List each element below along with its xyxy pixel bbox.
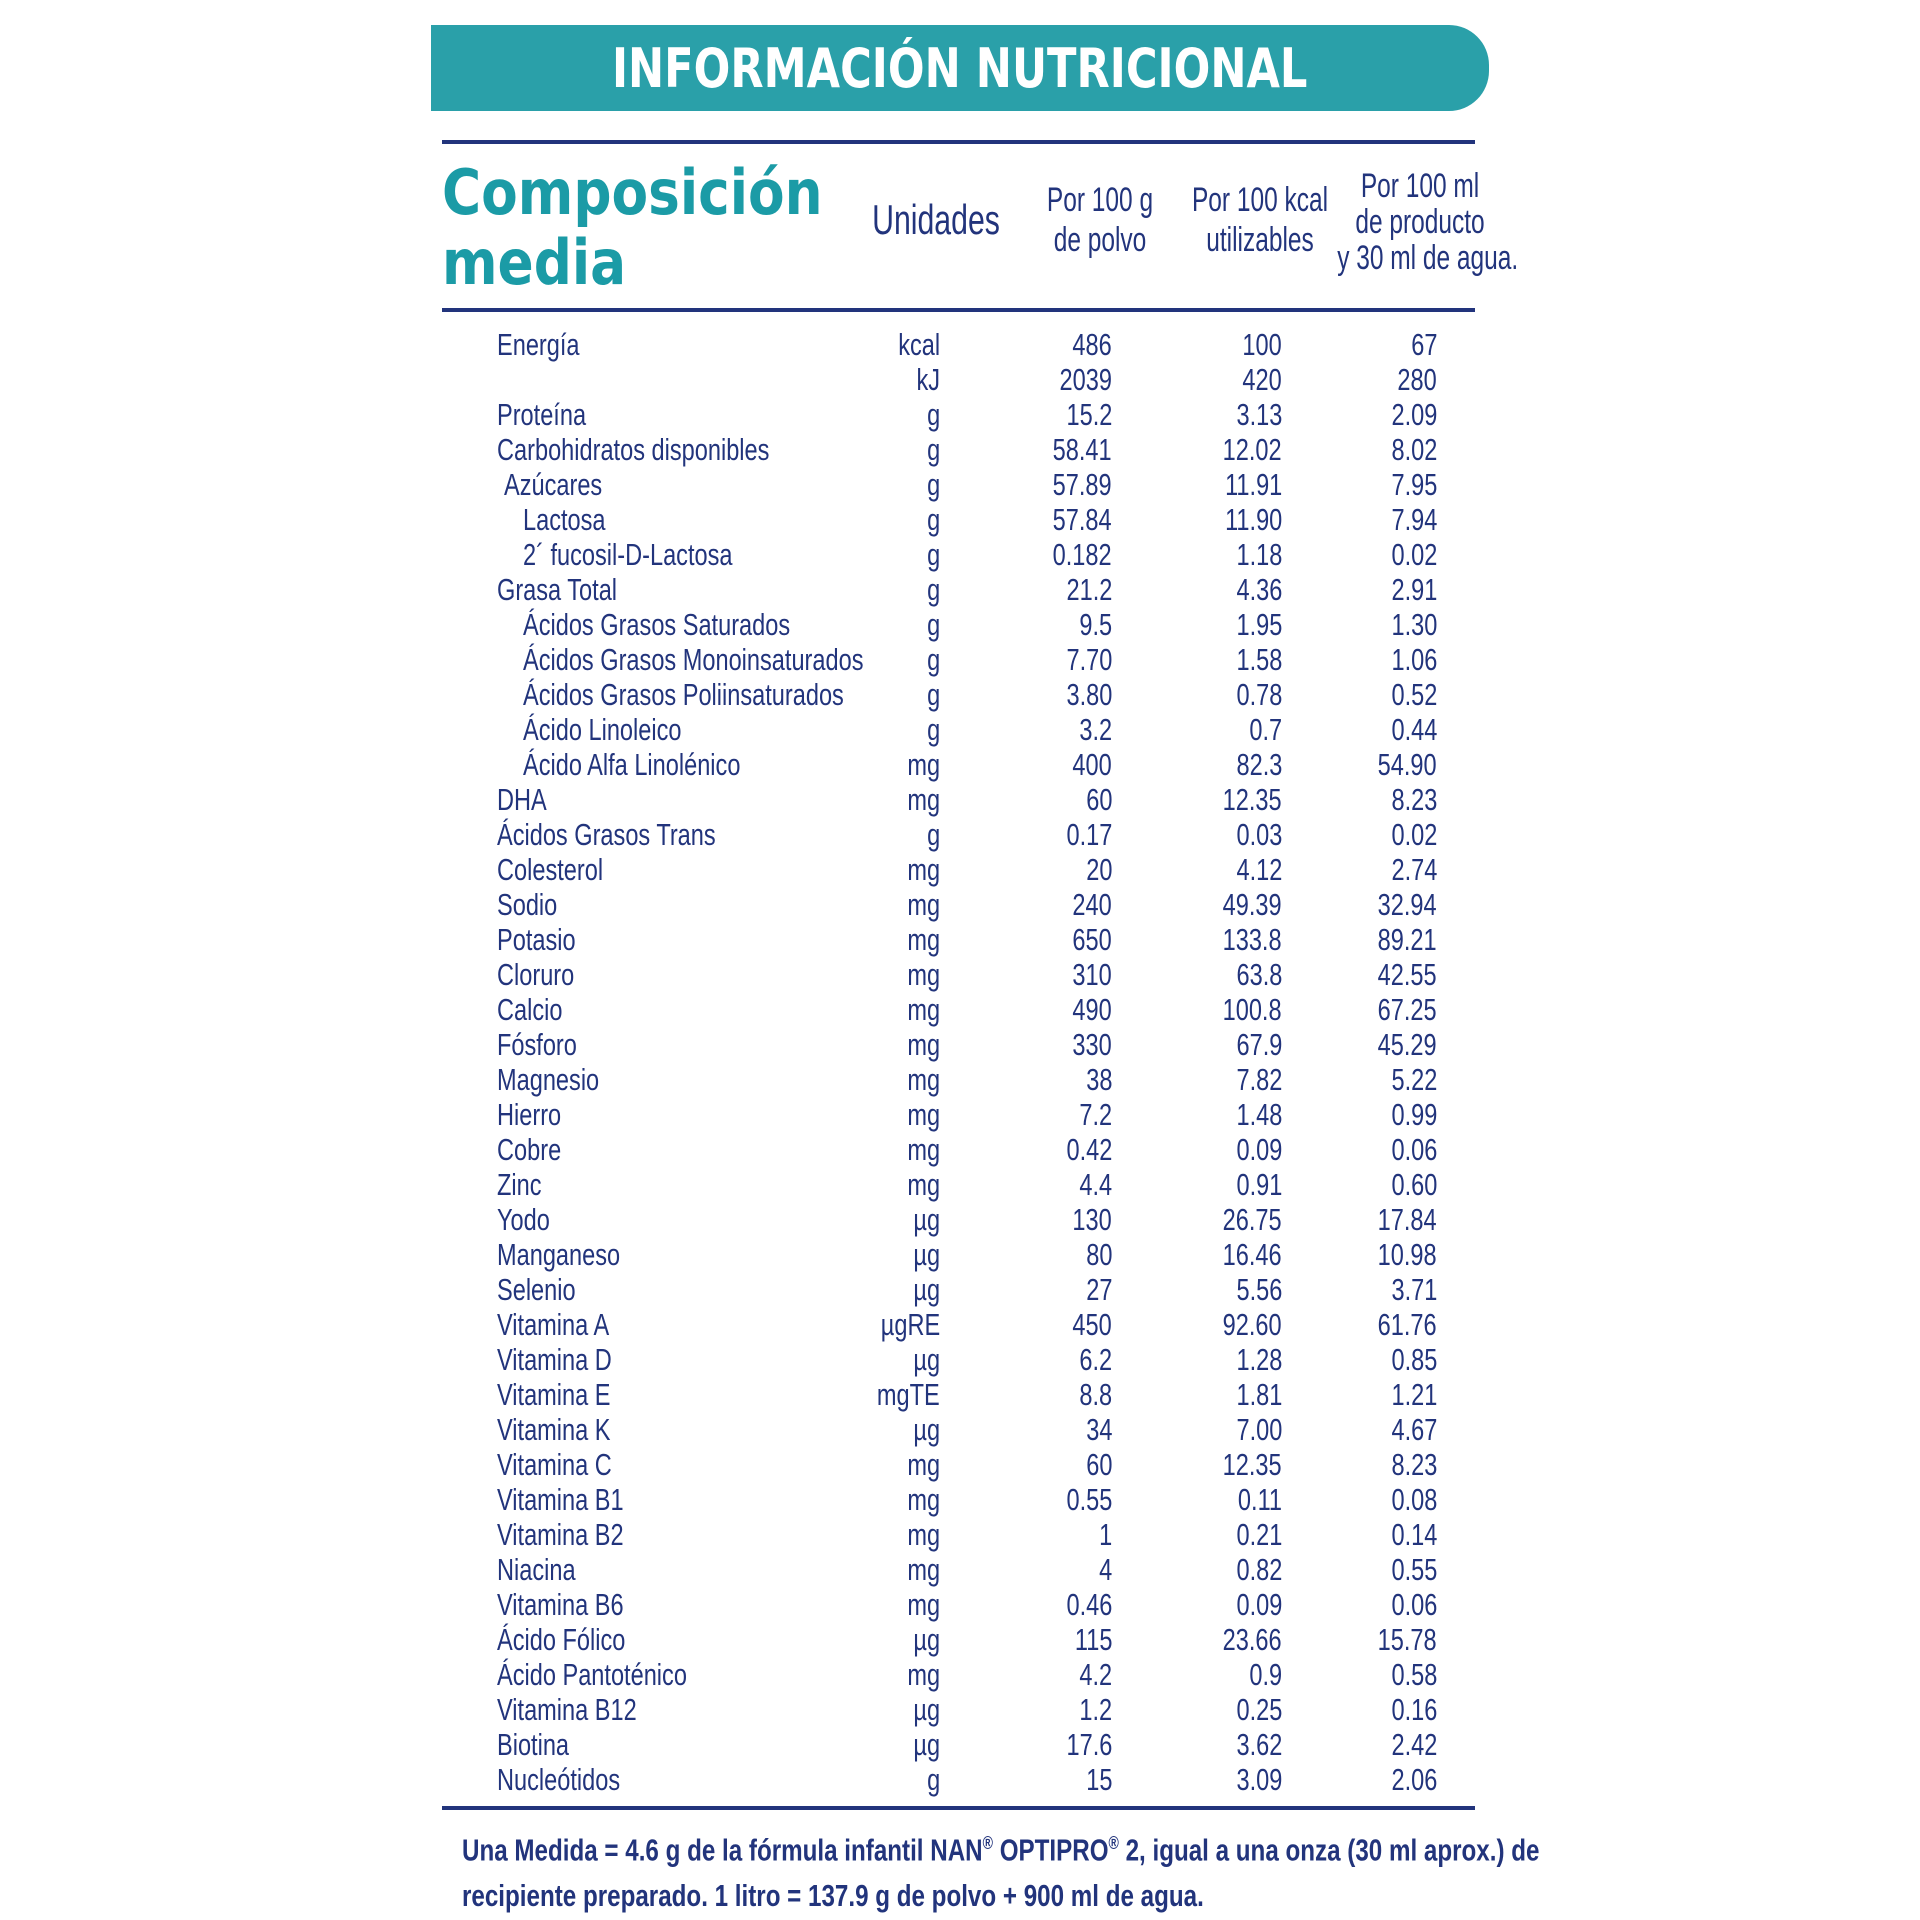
value-per-100kcal: 1.48 <box>1236 1097 1282 1132</box>
table-row <box>0 957 1920 992</box>
nutrient-name: Manganeso <box>497 1237 621 1272</box>
table-row <box>0 1342 1920 1377</box>
value-per-100ml: 2.42 <box>1391 1727 1437 1762</box>
value-per-100kcal: 16.46 <box>1223 1237 1282 1272</box>
value-per-100g: 650 <box>1072 922 1112 957</box>
table-row <box>0 782 1920 817</box>
value-per-100kcal: 12.35 <box>1223 782 1282 817</box>
value-per-100g: 4.2 <box>1079 1657 1112 1692</box>
unit-cell: mg <box>907 957 940 992</box>
unit-cell: µg <box>913 1272 940 1307</box>
value-per-100g: 3.2 <box>1079 712 1112 747</box>
value-per-100kcal: 4.36 <box>1236 572 1282 607</box>
value-per-100kcal: 23.66 <box>1223 1622 1282 1657</box>
value-per-100g: 0.46 <box>1066 1587 1112 1622</box>
table-row <box>0 1482 1920 1517</box>
unit-cell: mg <box>907 1482 940 1517</box>
nutrient-name: 2´ fucosil-D-Lactosa <box>523 537 733 572</box>
value-per-100ml: 0.99 <box>1391 1097 1437 1132</box>
value-per-100g: 1 <box>1098 1517 1112 1552</box>
value-per-100g: 4.4 <box>1079 1167 1112 1202</box>
footnote-text-part3: 2, igual a una onza (30 ml aprox.) de <box>1118 1832 1540 1868</box>
value-per-100ml: 2.74 <box>1391 852 1437 887</box>
value-per-100kcal: 100 <box>1242 327 1282 362</box>
value-per-100g: 80 <box>1085 1237 1112 1272</box>
table-row <box>0 1272 1920 1307</box>
nutrient-name: Ácidos Grasos Saturados <box>523 607 791 642</box>
value-per-100ml: 1.30 <box>1391 607 1437 642</box>
unit-cell: mg <box>907 1167 940 1202</box>
unit-cell: mg <box>907 992 940 1027</box>
value-per-100ml: 0.08 <box>1391 1482 1437 1517</box>
unit-cell: mg <box>907 1132 940 1167</box>
nutrient-name: Ácidos Grasos Trans <box>497 817 716 852</box>
nutrient-name: Vitamina C <box>497 1447 612 1482</box>
table-row <box>0 502 1920 537</box>
value-per-100ml: 42.55 <box>1378 957 1437 992</box>
value-per-100ml: 0.06 <box>1391 1132 1437 1167</box>
value-per-100kcal: 0.09 <box>1236 1132 1282 1167</box>
unit-cell: kJ <box>916 362 940 397</box>
value-per-100g: 4 <box>1098 1552 1112 1587</box>
value-per-100kcal: 1.81 <box>1236 1377 1282 1412</box>
nutrient-name: Vitamina D <box>497 1342 612 1377</box>
nutrient-name: Ácidos Grasos Poliinsaturados <box>523 677 844 712</box>
nutrient-name: Carbohidratos disponibles <box>497 432 770 467</box>
table-row <box>0 1202 1920 1237</box>
value-per-100kcal: 7.82 <box>1236 1062 1282 1097</box>
table-row <box>0 1657 1920 1692</box>
table-row <box>0 397 1920 432</box>
unit-cell: µg <box>913 1727 940 1762</box>
nutrient-name: Vitamina E <box>497 1377 611 1412</box>
column-header-per-100kcal <box>1188 180 1332 260</box>
value-per-100kcal: 3.09 <box>1236 1762 1282 1797</box>
table-row <box>0 1622 1920 1657</box>
value-per-100ml: 45.29 <box>1378 1027 1437 1062</box>
value-per-100kcal: 0.9 <box>1249 1657 1282 1692</box>
value-per-100kcal: 0.82 <box>1236 1552 1282 1587</box>
value-per-100g: 6.2 <box>1079 1342 1112 1377</box>
column-header-per-100ml <box>1337 167 1519 277</box>
footnote-text-part1: Una Medida = 4.6 g de la fórmula infantil NAN <box>462 1832 983 1868</box>
unit-cell: kcal <box>898 327 940 362</box>
value-per-100g: 15 <box>1085 1762 1112 1797</box>
value-per-100g: 0.17 <box>1066 817 1112 852</box>
unit-cell: mg <box>907 747 940 782</box>
nutrient-name: Potasio <box>497 922 576 957</box>
value-per-100ml: 8.23 <box>1391 782 1437 817</box>
header-bottom-rule <box>442 308 1475 312</box>
unit-cell: g <box>926 467 940 502</box>
footnote <box>462 1820 1540 1919</box>
value-per-100ml: 61.76 <box>1378 1307 1437 1342</box>
unit-cell: µgRE <box>880 1307 940 1342</box>
table-row <box>0 1727 1920 1762</box>
table-row <box>0 1062 1920 1097</box>
value-per-100ml: 3.71 <box>1391 1272 1437 1307</box>
nutrition-table-body <box>0 327 1920 1797</box>
value-per-100g: 115 <box>1074 1622 1112 1657</box>
value-per-100ml: 0.44 <box>1391 712 1437 747</box>
column-header-per-100ml-line2: de producto <box>1355 203 1485 241</box>
registered-mark: ® <box>982 1833 993 1853</box>
value-per-100g: 330 <box>1072 1027 1112 1062</box>
value-per-100kcal: 0.91 <box>1236 1167 1282 1202</box>
value-per-100kcal: 3.13 <box>1236 397 1282 432</box>
value-per-100kcal: 133.8 <box>1223 922 1282 957</box>
value-per-100kcal: 12.35 <box>1223 1447 1282 1482</box>
table-header <box>0 150 1920 310</box>
table-row <box>0 1097 1920 1132</box>
unit-cell: g <box>926 817 940 852</box>
value-per-100kcal: 82.3 <box>1236 747 1282 782</box>
unit-cell: mg <box>907 1097 940 1132</box>
value-per-100g: 400 <box>1072 747 1112 782</box>
value-per-100g: 8.8 <box>1079 1377 1112 1412</box>
nutrient-name: Selenio <box>497 1272 576 1307</box>
title-banner <box>431 25 1489 111</box>
value-per-100ml: 0.16 <box>1391 1692 1437 1727</box>
nutrient-name: Magnesio <box>497 1062 600 1097</box>
value-per-100g: 34 <box>1085 1412 1112 1447</box>
column-header-per-100g-line2: de polvo <box>1053 221 1147 259</box>
value-per-100ml: 2.09 <box>1391 397 1437 432</box>
nutrient-name: Vitamina B2 <box>497 1517 624 1552</box>
footnote-line2: recipiente preparado. 1 litro = 137.9 g de polvo + 900 ml de agua. <box>462 1878 1204 1914</box>
value-per-100ml: 0.52 <box>1391 677 1437 712</box>
value-per-100g: 15.2 <box>1066 397 1112 432</box>
unit-cell: µg <box>913 1342 940 1377</box>
value-per-100kcal: 26.75 <box>1223 1202 1282 1237</box>
value-per-100ml: 0.02 <box>1391 537 1437 572</box>
unit-cell: g <box>926 502 940 537</box>
table-row <box>0 852 1920 887</box>
unit-cell: mg <box>907 852 940 887</box>
table-row <box>0 1377 1920 1412</box>
unit-cell: g <box>926 712 940 747</box>
value-per-100g: 21.2 <box>1066 572 1112 607</box>
unit-cell: mgTE <box>877 1377 940 1412</box>
column-header-per-100g-line1: Por 100 g <box>1046 181 1154 219</box>
value-per-100ml: 0.58 <box>1391 1657 1437 1692</box>
unit-cell: g <box>926 642 940 677</box>
value-per-100ml: 8.02 <box>1391 432 1437 467</box>
value-per-100g: 3.80 <box>1066 677 1112 712</box>
table-row <box>0 1587 1920 1622</box>
value-per-100g: 450 <box>1072 1307 1112 1342</box>
table-row <box>0 1412 1920 1447</box>
value-per-100g: 0.55 <box>1066 1482 1112 1517</box>
unit-cell: g <box>926 677 940 712</box>
unit-cell: mg <box>907 1062 940 1097</box>
value-per-100g: 57.84 <box>1053 502 1112 537</box>
value-per-100ml: 17.84 <box>1378 1202 1437 1237</box>
table-row <box>0 1447 1920 1482</box>
table-row <box>0 1692 1920 1727</box>
value-per-100kcal: 92.60 <box>1223 1307 1282 1342</box>
value-per-100kcal: 67.9 <box>1236 1027 1282 1062</box>
value-per-100g: 310 <box>1072 957 1112 992</box>
unit-cell: µg <box>913 1237 940 1272</box>
value-per-100g: 60 <box>1085 1447 1112 1482</box>
unit-cell: mg <box>907 1027 940 1062</box>
value-per-100g: 0.42 <box>1066 1132 1112 1167</box>
table-row <box>0 817 1920 852</box>
nutrient-name: Colesterol <box>497 852 604 887</box>
nutrient-name: Ácido Linoleico <box>523 712 682 747</box>
value-per-100g: 490 <box>1072 992 1112 1027</box>
table-row <box>0 1237 1920 1272</box>
table-row <box>0 432 1920 467</box>
table-row <box>0 1552 1920 1587</box>
value-per-100g: 60 <box>1085 782 1112 817</box>
table-row <box>0 747 1920 782</box>
table-row <box>0 887 1920 922</box>
value-per-100kcal: 1.58 <box>1236 642 1282 677</box>
unit-cell: g <box>926 397 940 432</box>
unit-cell: mg <box>907 1517 940 1552</box>
value-per-100ml: 2.06 <box>1391 1762 1437 1797</box>
table-row <box>0 537 1920 572</box>
table-row <box>0 467 1920 502</box>
column-header-per-100ml-line3: y 30 ml de agua. <box>1337 239 1519 277</box>
table-row <box>0 1027 1920 1062</box>
unit-cell: mg <box>907 1587 940 1622</box>
composition-title <box>442 158 823 298</box>
value-per-100ml: 0.02 <box>1391 817 1437 852</box>
nutrient-name: Niacina <box>497 1552 576 1587</box>
value-per-100g: 9.5 <box>1079 607 1112 642</box>
unit-cell: g <box>926 432 940 467</box>
banner-title: INFORMACIÓN NUTRICIONAL <box>612 36 1308 100</box>
nutrient-name: Ácidos Grasos Monoinsaturados <box>523 642 864 677</box>
value-per-100kcal: 0.21 <box>1236 1517 1282 1552</box>
value-per-100kcal: 1.95 <box>1236 607 1282 642</box>
value-per-100ml: 54.90 <box>1378 747 1437 782</box>
nutrient-name: Fósforo <box>497 1027 577 1062</box>
table-row <box>0 362 1920 397</box>
value-per-100kcal: 1.28 <box>1236 1342 1282 1377</box>
value-per-100kcal: 12.02 <box>1223 432 1282 467</box>
nutrient-name: Proteína <box>497 397 587 432</box>
composition-title-line2: media <box>442 226 627 299</box>
nutrient-name: Vitamina K <box>497 1412 611 1447</box>
table-row <box>0 642 1920 677</box>
table-row <box>0 1167 1920 1202</box>
unit-cell: mg <box>907 1657 940 1692</box>
value-per-100kcal: 0.11 <box>1237 1482 1282 1517</box>
value-per-100ml: 280 <box>1397 362 1437 397</box>
unit-cell: µg <box>913 1692 940 1727</box>
unit-cell: µg <box>913 1622 940 1657</box>
value-per-100g: 27 <box>1085 1272 1112 1307</box>
value-per-100kcal: 420 <box>1242 362 1282 397</box>
unit-cell: mg <box>907 782 940 817</box>
unit-cell: g <box>926 572 940 607</box>
table-row <box>0 712 1920 747</box>
value-per-100ml: 0.14 <box>1391 1517 1437 1552</box>
table-row <box>0 992 1920 1027</box>
registered-mark: ® <box>1108 1833 1119 1853</box>
nutrient-name: Ácido Alfa Linolénico <box>523 747 741 782</box>
table-bottom-rule <box>442 1806 1475 1810</box>
column-header-per-100ml-line1: Por 100 ml <box>1360 167 1480 205</box>
composition-title-line1: Composición <box>442 156 823 229</box>
nutrient-name: Lactosa <box>523 502 606 537</box>
value-per-100kcal: 3.62 <box>1236 1727 1282 1762</box>
nutrient-name: Ácido Fólico <box>497 1622 626 1657</box>
value-per-100kcal: 100.8 <box>1223 992 1282 1027</box>
value-per-100g: 2039 <box>1059 362 1112 397</box>
value-per-100g: 58.41 <box>1053 432 1112 467</box>
value-per-100kcal: 4.12 <box>1236 852 1282 887</box>
value-per-100kcal: 0.09 <box>1236 1587 1282 1622</box>
value-per-100kcal: 7.00 <box>1236 1412 1282 1447</box>
nutrient-name: Zinc <box>497 1167 542 1202</box>
value-per-100g: 240 <box>1072 887 1112 922</box>
value-per-100ml: 4.67 <box>1391 1412 1437 1447</box>
table-row <box>0 1762 1920 1797</box>
value-per-100g: 1.2 <box>1079 1692 1112 1727</box>
value-per-100g: 0.182 <box>1053 537 1112 572</box>
value-per-100kcal: 1.18 <box>1236 537 1282 572</box>
value-per-100kcal: 0.25 <box>1236 1692 1282 1727</box>
table-row <box>0 922 1920 957</box>
unit-cell: g <box>926 1762 940 1797</box>
nutrient-name: Vitamina A <box>497 1307 610 1342</box>
unit-cell: mg <box>907 1552 940 1587</box>
nutrient-name: Yodo <box>497 1202 550 1237</box>
nutrient-name: Vitamina B6 <box>497 1587 624 1622</box>
value-per-100ml: 7.94 <box>1391 502 1437 537</box>
nutrient-name: Cloruro <box>497 957 575 992</box>
unit-cell: µg <box>913 1412 940 1447</box>
value-per-100ml: 0.85 <box>1391 1342 1437 1377</box>
column-header-units: Unidades <box>872 196 1000 243</box>
value-per-100g: 7.2 <box>1079 1097 1112 1132</box>
footnote-line1 <box>462 1820 1540 1873</box>
value-per-100g: 130 <box>1072 1202 1112 1237</box>
unit-cell: mg <box>907 922 940 957</box>
value-per-100ml: 10.98 <box>1378 1237 1437 1272</box>
value-per-100g: 17.6 <box>1066 1727 1112 1762</box>
value-per-100ml: 1.21 <box>1391 1377 1437 1412</box>
value-per-100kcal: 0.7 <box>1249 712 1282 747</box>
value-per-100ml: 5.22 <box>1391 1062 1437 1097</box>
value-per-100ml: 67.25 <box>1378 992 1437 1027</box>
value-per-100ml: 89.21 <box>1378 922 1437 957</box>
table-row <box>0 677 1920 712</box>
unit-cell: µg <box>913 1202 940 1237</box>
value-per-100g: 486 <box>1072 327 1112 362</box>
nutrient-name: Hierro <box>497 1097 562 1132</box>
value-per-100ml: 0.55 <box>1391 1552 1437 1587</box>
nutrient-name: Calcio <box>497 992 563 1027</box>
nutrient-name: Cobre <box>497 1132 562 1167</box>
value-per-100ml: 0.06 <box>1391 1587 1437 1622</box>
header-top-rule <box>442 140 1475 144</box>
value-per-100g: 38 <box>1085 1062 1112 1097</box>
table-row <box>0 572 1920 607</box>
value-per-100ml: 1.06 <box>1391 642 1437 677</box>
column-header-per-100kcal-line1: Por 100 kcal <box>1191 181 1329 219</box>
nutrient-name: Ácido Pantoténico <box>497 1657 687 1692</box>
nutrient-name: Energía <box>497 327 580 362</box>
nutrient-name: Sodio <box>497 887 558 922</box>
value-per-100kcal: 0.03 <box>1236 817 1282 852</box>
nutrient-name: Nucleótidos <box>497 1762 621 1797</box>
value-per-100ml: 32.94 <box>1378 887 1437 922</box>
table-row <box>0 607 1920 642</box>
table-row <box>0 327 1920 362</box>
footnote-text-part2: OPTIPRO <box>992 1832 1109 1868</box>
value-per-100kcal: 5.56 <box>1236 1272 1282 1307</box>
column-header-per-100g <box>1028 180 1172 260</box>
value-per-100kcal: 49.39 <box>1223 887 1282 922</box>
table-row <box>0 1132 1920 1167</box>
value-per-100kcal: 11.90 <box>1224 502 1282 537</box>
value-per-100g: 20 <box>1085 852 1112 887</box>
nutrient-name: Vitamina B12 <box>497 1692 637 1727</box>
value-per-100kcal: 63.8 <box>1236 957 1282 992</box>
value-per-100kcal: 11.91 <box>1224 467 1282 502</box>
unit-cell: mg <box>907 1447 940 1482</box>
value-per-100kcal: 0.78 <box>1236 677 1282 712</box>
nutrient-name: Grasa Total <box>497 572 618 607</box>
unit-cell: mg <box>907 887 940 922</box>
value-per-100ml: 2.91 <box>1391 572 1437 607</box>
value-per-100ml: 7.95 <box>1391 467 1437 502</box>
unit-cell: g <box>926 537 940 572</box>
column-header-per-100kcal-line2: utilizables <box>1206 221 1314 259</box>
value-per-100g: 7.70 <box>1066 642 1112 677</box>
value-per-100g: 57.89 <box>1053 467 1112 502</box>
table-row <box>0 1517 1920 1552</box>
table-row <box>0 1307 1920 1342</box>
nutrient-name: Azúcares <box>504 467 603 502</box>
value-per-100ml: 0.60 <box>1391 1167 1437 1202</box>
nutrient-name: Vitamina B1 <box>497 1482 624 1517</box>
unit-cell: g <box>926 607 940 642</box>
nutrient-name: DHA <box>497 782 547 817</box>
value-per-100ml: 67 <box>1410 327 1437 362</box>
nutrient-name: Biotina <box>497 1727 570 1762</box>
value-per-100ml: 8.23 <box>1391 1447 1437 1482</box>
value-per-100ml: 15.78 <box>1378 1622 1437 1657</box>
